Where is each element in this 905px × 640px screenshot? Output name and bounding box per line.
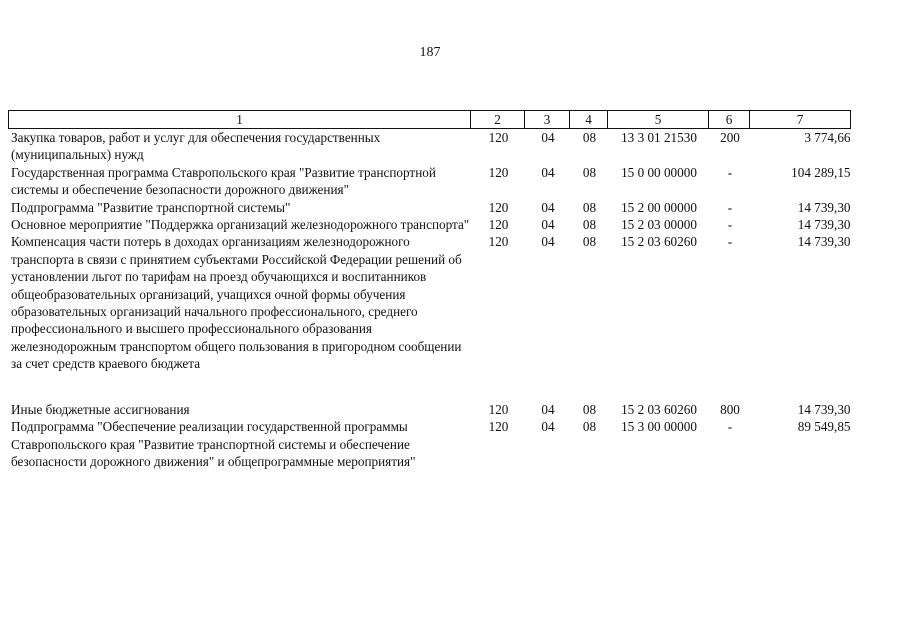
table-row [9,401,851,418]
row-code-4: 08 [582,217,597,233]
row-name: Подпрограмма "Развитие транспортной системы" [11,199,291,215]
row-code-5: 15 2 00 00000 [621,199,697,215]
row-code-2: 120 [488,217,509,233]
row-name: Компенсация части потерь в доходах организациям железнодорожного транспорта в связи с принятием субъектами Российской Федерации решений об установлении льгот по тарифам на проезд обучающихся и воспитанников общеобразовательных организаций, учащихся очной формы обучения образовательных организаций начального профессионального, среднего профессионального и высшего профессионального образования железнодорожным транспортом общего пользования в пригородном сообщении за счет средств краевого бюджета [11,234,462,372]
row-code-6: - [727,217,733,233]
row-code-2: 120 [488,234,509,250]
row-code-4: 08 [582,164,597,180]
column-header-2: 2 [471,111,525,129]
column-header-1: 1 [9,111,471,129]
row-code-3: 04 [541,401,555,417]
row-amount: 14 739,30 [797,199,851,215]
table-row [9,199,851,216]
table-row [9,164,851,199]
column-header-4: 4 [570,111,608,129]
row-code-3: 04 [541,130,555,145]
spacer-row [9,373,851,401]
row-code-6: 200 [720,130,740,145]
row-code-4: 08 [582,199,597,215]
row-name: Закупка товаров, работ и услуг для обеспечения государственных (муниципальных) нужд [11,130,381,163]
row-code-6: - [727,199,733,215]
column-header-3: 3 [525,111,570,129]
row-code-4: 08 [582,130,597,145]
table-row [9,129,851,164]
row-code-3: 04 [541,199,555,215]
row-code-5: 15 0 00 00000 [621,164,697,180]
row-code-3: 04 [541,164,555,180]
row-code-2: 120 [488,419,509,435]
row-code-3: 04 [541,419,555,435]
table-row [9,418,851,470]
row-code-5: 15 2 03 60260 [621,401,697,417]
row-code-2: 120 [488,130,509,145]
row-amount: 14 739,30 [797,217,851,233]
page-number: 187 [419,45,441,60]
row-code-4: 08 [582,234,597,250]
row-code-5: 15 2 03 00000 [621,217,697,233]
row-amount: 104 289,15 [791,164,851,180]
row-code-5: 15 2 03 60260 [621,234,697,250]
row-code-4: 08 [582,419,597,435]
row-name: Основное мероприятие "Поддержка организаций железнодорожного транспорта" [11,217,470,233]
row-code-5: 13 3 01 21530 [621,130,697,145]
column-header-6: 6 [709,111,750,129]
row-name: Иные бюджетные ассигнования [11,401,190,417]
table-row [9,216,851,233]
row-code-6: - [727,419,733,435]
table-row [9,233,851,372]
row-name: Государственная программа Ставропольского края "Развитие транспортной системы и обеспечение безопасности дорожного движения" [11,164,436,198]
row-name: Подпрограмма "Обеспечение реализации государственной программы Ставропольского края "Развитие транспортной системы и обеспечение безопасности дорожного движения" и общепрограммные мероприятия" [11,419,416,469]
header-row [9,111,851,129]
column-header-7: 7 [750,111,851,129]
row-code-6: 800 [720,401,740,417]
row-amount: 89 549,85 [797,419,851,435]
row-code-3: 04 [541,234,555,250]
row-code-6: - [727,164,733,180]
row-code-3: 04 [541,217,555,233]
column-header-5: 5 [608,111,709,129]
row-amount: 3 774,66 [804,130,851,145]
row-code-5: 15 3 00 00000 [621,419,697,435]
row-code-6: - [727,234,733,250]
row-code-4: 08 [582,401,597,417]
row-code-2: 120 [488,199,509,215]
row-amount: 14 739,30 [797,401,851,417]
row-code-2: 120 [488,164,509,180]
row-amount: 14 739,30 [797,234,851,250]
budget-table [8,110,851,470]
row-code-2: 120 [488,401,509,417]
